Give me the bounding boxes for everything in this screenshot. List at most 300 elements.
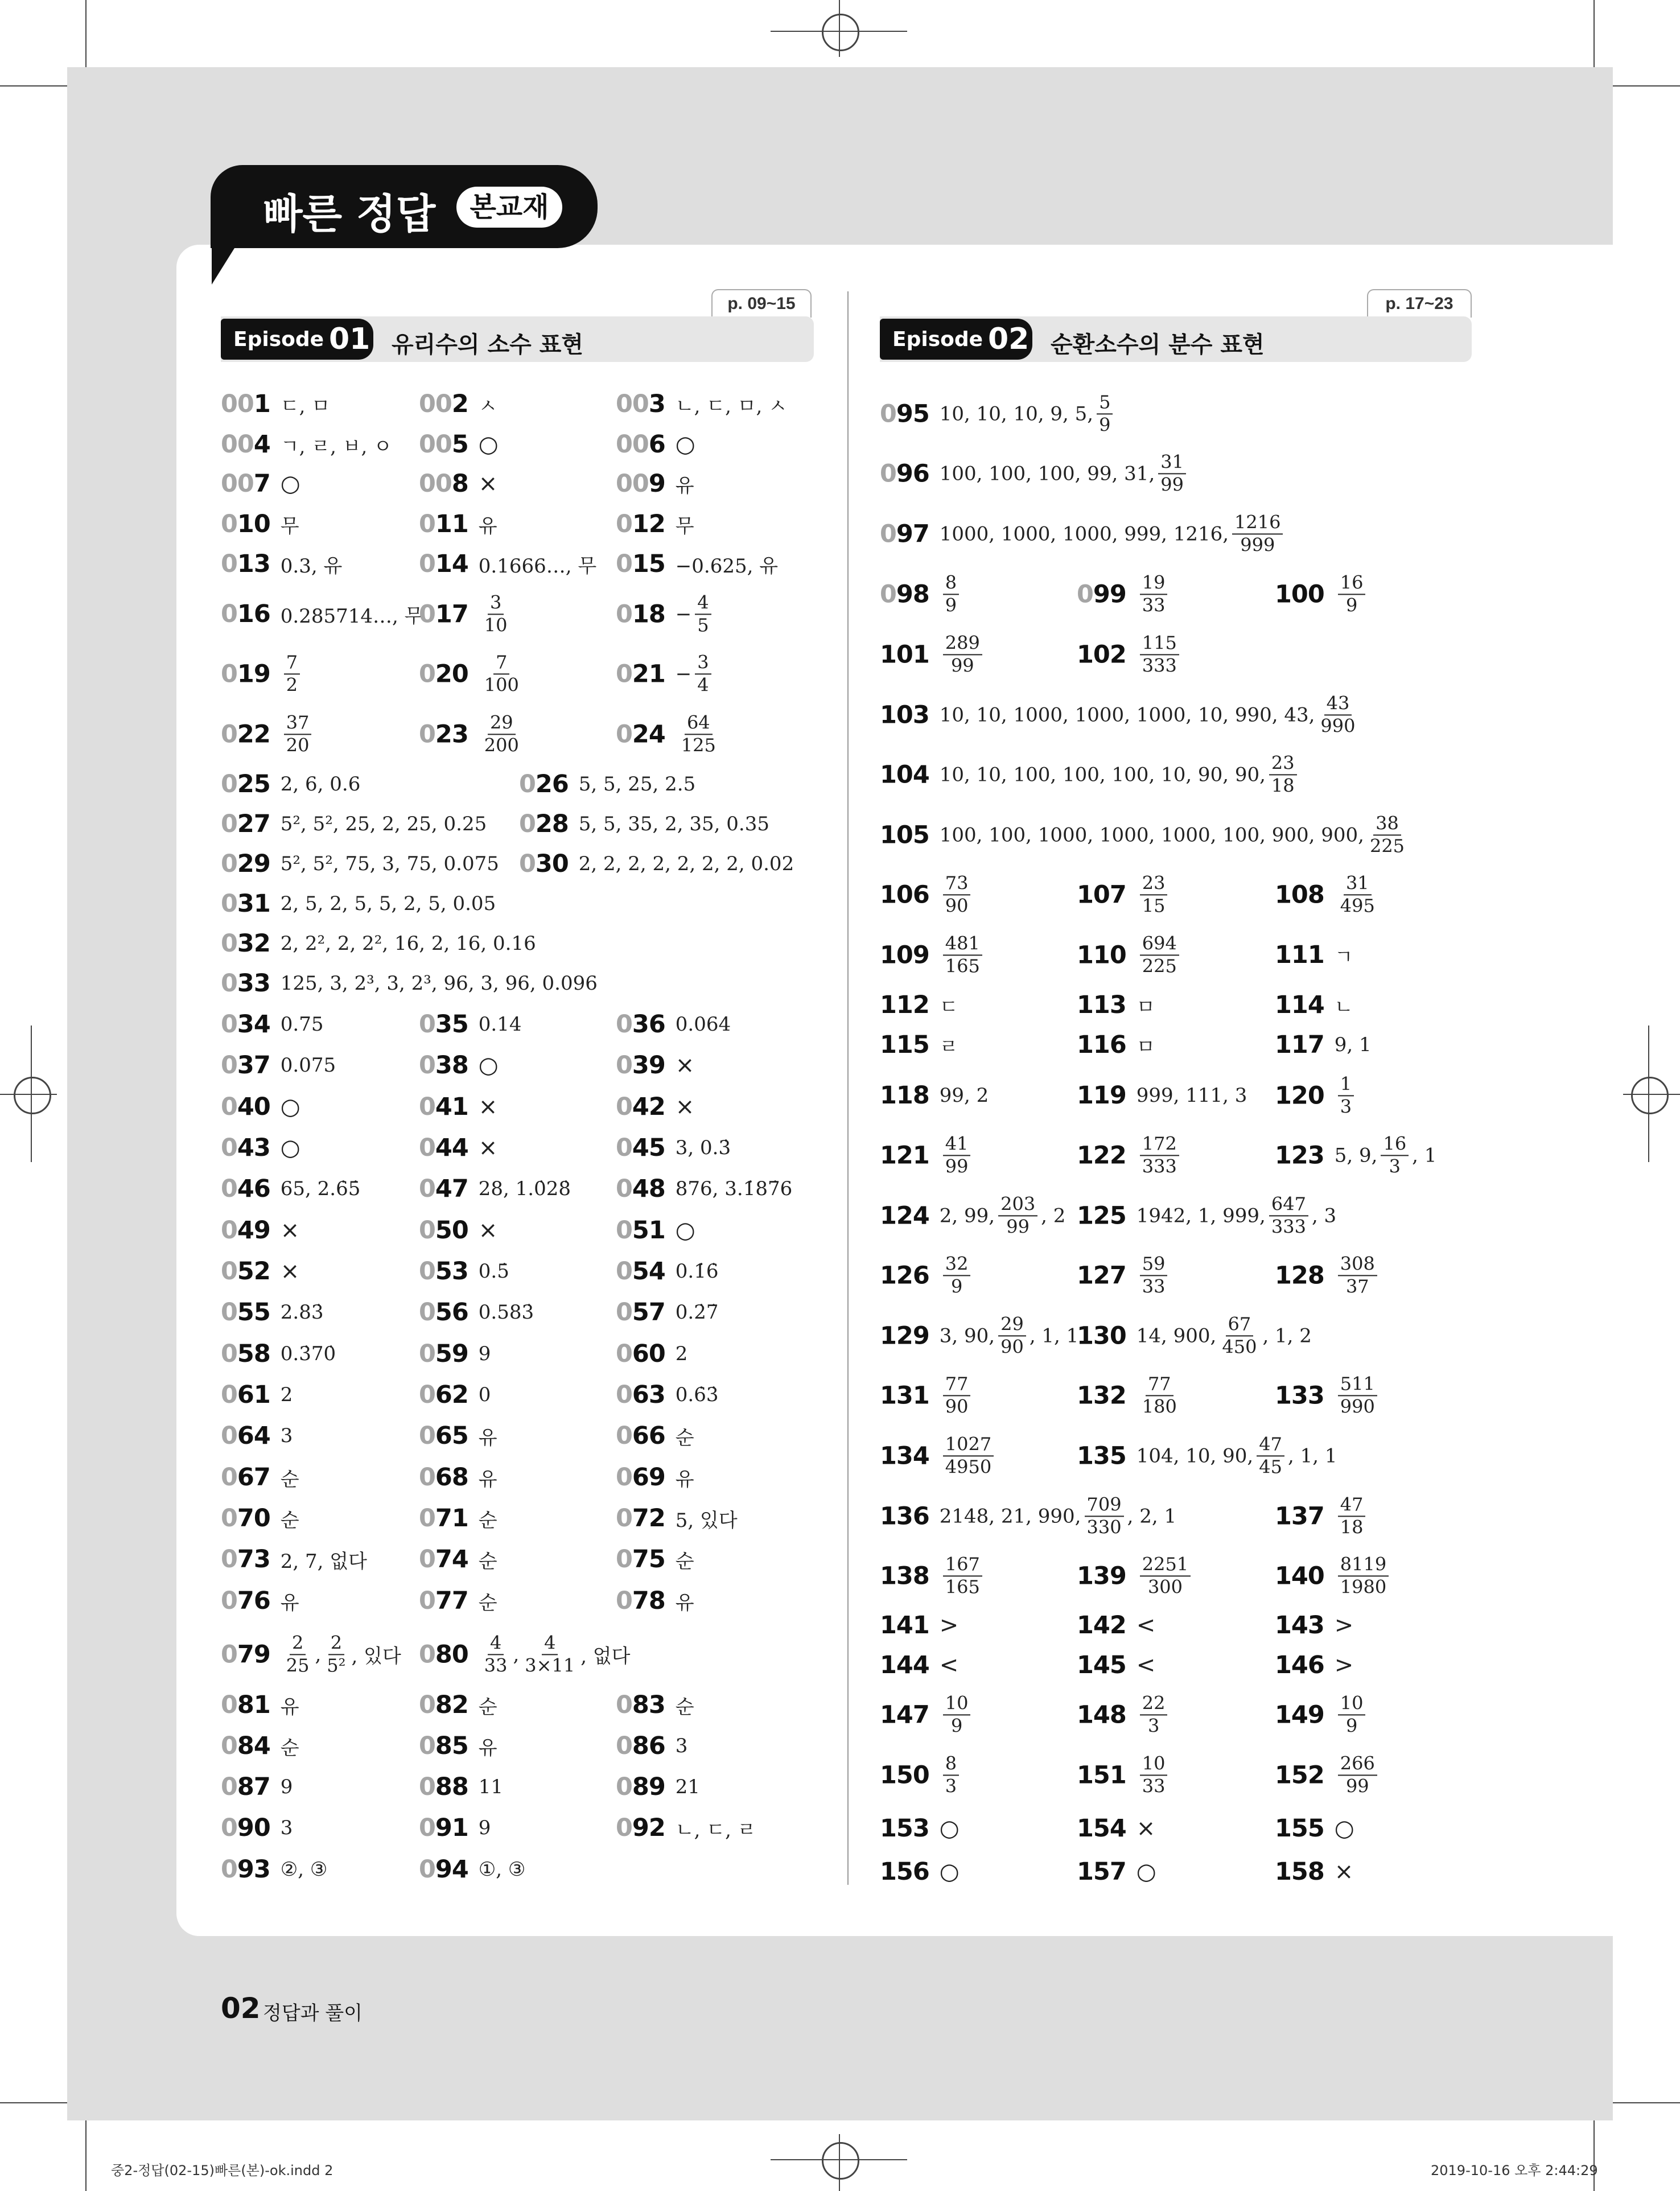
answer-number: 130 bbox=[1077, 1321, 1126, 1350]
answer-value: 순 bbox=[675, 1426, 694, 1449]
answer-number: 076 bbox=[221, 1587, 270, 1615]
fraction: $\frac{4}{5}$ bbox=[695, 593, 711, 635]
answer-value: ○ bbox=[1334, 1815, 1354, 1842]
answer-number: 126 bbox=[880, 1261, 929, 1290]
answer-number: 090 bbox=[221, 1814, 270, 1842]
answer-item bbox=[1077, 1754, 1171, 1795]
answer-value: × bbox=[478, 1094, 498, 1120]
answer-value: ㅁ bbox=[1136, 995, 1155, 1019]
answer-number: 003 bbox=[616, 390, 665, 418]
episode-badge bbox=[880, 319, 1032, 360]
title-badge: 본교재 bbox=[456, 187, 562, 228]
answer-item bbox=[419, 390, 497, 418]
answer-value: 1942, 1, 999, $\frac{647}{333}$ , 3 bbox=[1136, 1193, 1337, 1237]
answer-value: 21 bbox=[675, 1776, 701, 1798]
answer-value: 5², 5², 75, 3, 75, 0.075 bbox=[280, 852, 499, 875]
answer-item bbox=[419, 653, 525, 694]
answer-item bbox=[1275, 874, 1381, 915]
answer-item bbox=[880, 1495, 1176, 1537]
fraction: $\frac{29}{90}$ bbox=[998, 1315, 1026, 1356]
answer-value: 0.5̇ bbox=[478, 1260, 509, 1283]
fraction: $\frac{2}{25}$ bbox=[286, 1632, 310, 1676]
answer-value: ○ bbox=[478, 431, 499, 458]
answer-item bbox=[616, 1814, 756, 1842]
answer-number: 077 bbox=[419, 1587, 468, 1615]
answer-value: 유 bbox=[478, 1736, 497, 1760]
episode-number: 01 bbox=[329, 322, 370, 356]
episode-number: 02 bbox=[988, 322, 1030, 356]
answer-number: 002 bbox=[419, 390, 468, 418]
answer-item bbox=[880, 934, 986, 975]
answer-item bbox=[221, 1587, 299, 1615]
answer-number: 016 bbox=[221, 600, 270, 628]
answer-number: 117 bbox=[1275, 1031, 1324, 1059]
answer-number: 109 bbox=[880, 941, 929, 969]
fraction: $\frac{47}{18}$ bbox=[1338, 1495, 1366, 1537]
answer-item bbox=[419, 1093, 497, 1121]
answer-number: 043 bbox=[221, 1134, 270, 1162]
answer-number: 087 bbox=[221, 1773, 270, 1801]
answer-number: 083 bbox=[616, 1691, 665, 1719]
crop-mark bbox=[1593, 2120, 1595, 2191]
answer-item bbox=[419, 1691, 497, 1719]
answer-item bbox=[419, 470, 497, 498]
answer-item bbox=[1077, 1651, 1155, 1679]
answer-value: 유 bbox=[478, 1426, 497, 1449]
answer-value bbox=[281, 713, 315, 755]
footer-page-number: 02 bbox=[221, 1992, 261, 2025]
title-tab-tail bbox=[212, 239, 240, 285]
answer-number: 014 bbox=[419, 550, 468, 578]
episode-02-header bbox=[880, 316, 1472, 362]
answer-number: 075 bbox=[616, 1545, 665, 1574]
answer-item bbox=[419, 1504, 497, 1533]
fraction: $\frac{16}{3}$ bbox=[1381, 1134, 1409, 1176]
answer-value: $\frac{4}{33}$ , $\frac{4}{3\times 11}$ , 없다 bbox=[479, 1633, 631, 1675]
page-reference-episode-02: p. 17~23 bbox=[1367, 289, 1472, 318]
answer-item bbox=[419, 593, 513, 635]
answer-item bbox=[1077, 1814, 1155, 1843]
answer-item bbox=[221, 1463, 299, 1492]
answer-number: 133 bbox=[1275, 1381, 1324, 1410]
answer-item bbox=[1275, 1611, 1353, 1640]
fraction: $\frac{22}{3}$ bbox=[1140, 1694, 1168, 1735]
answer-item bbox=[221, 1855, 327, 1884]
answer-item bbox=[221, 1732, 299, 1760]
answer-value: 28, 1.0̇28̇ bbox=[478, 1177, 571, 1200]
answer-number: 067 bbox=[221, 1463, 270, 1492]
answer-value: 0.3̇70̇ bbox=[280, 1342, 336, 1365]
fraction: $\frac{41}{99}$ bbox=[943, 1134, 971, 1176]
answer-number: 114 bbox=[1275, 991, 1324, 1019]
answer-item bbox=[419, 550, 596, 578]
fraction: $\frac{5}{9}$ bbox=[1097, 393, 1113, 434]
answer-value: 5², 5², 25, 2, 25, 0.25 bbox=[280, 813, 487, 835]
answer-number: 048 bbox=[616, 1175, 665, 1203]
answer-number: 140 bbox=[1275, 1562, 1324, 1590]
answer-number: 032 bbox=[221, 929, 270, 958]
answer-number: 081 bbox=[221, 1691, 270, 1719]
answer-item bbox=[419, 1773, 503, 1801]
answer-value: 3, 0.3̇ bbox=[675, 1136, 731, 1159]
fraction: $\frac{7}{2}$ bbox=[284, 653, 300, 694]
answer-item bbox=[880, 1814, 960, 1843]
answer-number: 042 bbox=[616, 1093, 665, 1121]
answer-value bbox=[1137, 1694, 1171, 1735]
answer-item bbox=[1275, 1031, 1372, 1059]
answer-number: 051 bbox=[616, 1216, 665, 1245]
episode-label: Episode bbox=[233, 328, 324, 351]
answer-number: 092 bbox=[616, 1814, 665, 1842]
answer-value: 10, 10, 10, 9, 5, $\frac{5}{9}$ bbox=[940, 393, 1117, 434]
answer-number: 071 bbox=[419, 1504, 468, 1533]
crop-mark bbox=[0, 85, 67, 87]
answer-value: 14, 900, $\frac{67}{450}$ , 1, 2 bbox=[1136, 1313, 1312, 1357]
answer-number: 019 bbox=[221, 660, 270, 688]
answer-value: 100, 100, 1000, 1000, 1000, 100, 900, 900, $\frac{38}{225}$ bbox=[940, 814, 1410, 855]
answer-number: 057 bbox=[616, 1298, 665, 1327]
answer-value: 1000, 1000, 1000, 999, 1216, $\frac{1216}{999}$ bbox=[940, 513, 1287, 554]
answer-number: 064 bbox=[221, 1422, 270, 1450]
answer-item bbox=[1077, 874, 1171, 915]
answer-number: 112 bbox=[880, 991, 929, 1019]
answer-item bbox=[221, 653, 303, 694]
print-slug-timestamp: 2019-10-16 오후 2:44:29 bbox=[1431, 2163, 1598, 2178]
answer-item bbox=[221, 929, 536, 958]
answer-value bbox=[1335, 1074, 1357, 1116]
answer-value: × bbox=[675, 1052, 695, 1078]
answer-value: 유 bbox=[675, 1591, 694, 1615]
answer-number: 004 bbox=[221, 430, 270, 459]
answer-item bbox=[880, 1195, 1065, 1236]
answer-number: 100 bbox=[1275, 580, 1324, 608]
answer-value: 3 bbox=[280, 1424, 293, 1447]
answer-value: − $\frac{4}{5}$ bbox=[676, 593, 715, 635]
answer-number: 006 bbox=[616, 430, 665, 459]
answer-value: < bbox=[1136, 1612, 1156, 1638]
answer-number: 011 bbox=[419, 510, 468, 538]
answer-number: 094 bbox=[419, 1855, 468, 1884]
answer-item bbox=[616, 1051, 694, 1080]
answer-value: 3 bbox=[280, 1817, 293, 1839]
answer-item bbox=[1275, 991, 1353, 1019]
answer-number: 035 bbox=[419, 1010, 468, 1039]
answer-number: 023 bbox=[419, 720, 468, 748]
answer-item bbox=[419, 1855, 525, 1884]
answer-item bbox=[616, 1504, 738, 1533]
answer-number: 156 bbox=[880, 1858, 929, 1886]
answer-value: 순 bbox=[478, 1550, 497, 1573]
answer-number: 132 bbox=[1077, 1381, 1126, 1410]
answer-value bbox=[940, 1555, 986, 1596]
answer-item bbox=[419, 1814, 491, 1842]
answer-number: 153 bbox=[880, 1814, 929, 1843]
answer-item bbox=[616, 1587, 694, 1615]
answer-item bbox=[1077, 934, 1183, 975]
answer-number: 061 bbox=[221, 1381, 270, 1409]
answer-value: − $\frac{3}{4}$ bbox=[676, 653, 715, 694]
episode-badge bbox=[221, 319, 373, 360]
answer-number: 063 bbox=[616, 1381, 665, 1409]
answer-item bbox=[221, 1381, 293, 1409]
answer-item bbox=[616, 1010, 731, 1039]
answer-number: 086 bbox=[616, 1732, 665, 1760]
answer-item bbox=[221, 1175, 360, 1203]
answer-value: ㄴ, ㄷ, ㅁ, ㅅ bbox=[675, 394, 787, 418]
fraction: $\frac{4}{3\times 11}$ bbox=[525, 1632, 575, 1676]
answer-number: 142 bbox=[1077, 1611, 1126, 1640]
answer-item bbox=[221, 430, 392, 459]
answer-number: 103 bbox=[880, 701, 929, 729]
answer-item bbox=[880, 874, 974, 915]
answer-number: 104 bbox=[880, 760, 929, 789]
answer-item bbox=[1077, 1254, 1171, 1296]
answer-value bbox=[1335, 1495, 1369, 1537]
answer-number: 033 bbox=[221, 969, 270, 998]
answer-number: 073 bbox=[221, 1545, 270, 1574]
answer-item bbox=[221, 1093, 300, 1121]
answer-item bbox=[616, 1691, 694, 1719]
answer-item bbox=[221, 1051, 336, 1080]
fraction: $\frac{19}{33}$ bbox=[1140, 573, 1168, 615]
answer-item bbox=[221, 850, 499, 878]
answer-value: 100, 100, 100, 99, 31, $\frac{31}{99}$ bbox=[940, 452, 1189, 494]
answer-number: 108 bbox=[1275, 880, 1324, 909]
answer-value: 순 bbox=[280, 1736, 299, 1760]
answer-value: 0.583̇ bbox=[478, 1301, 534, 1324]
answer-item bbox=[221, 1633, 401, 1675]
answer-value bbox=[1335, 1555, 1392, 1596]
answer-number: 120 bbox=[1275, 1081, 1324, 1110]
fraction: $\frac{694}{225}$ bbox=[1140, 934, 1179, 975]
answer-number: 060 bbox=[616, 1340, 665, 1368]
answer-number: 030 bbox=[519, 850, 569, 878]
fraction: $\frac{266}{99}$ bbox=[1338, 1754, 1377, 1795]
answer-value bbox=[1137, 1754, 1171, 1795]
answer-item bbox=[221, 550, 342, 578]
fraction: $\frac{38}{225}$ bbox=[1369, 812, 1405, 856]
answer-number: 131 bbox=[880, 1381, 929, 1410]
answer-item bbox=[1077, 1031, 1155, 1059]
answer-value: 11 bbox=[478, 1776, 504, 1798]
answer-item bbox=[419, 1422, 497, 1450]
registration-mark-circle bbox=[1631, 1077, 1669, 1114]
fraction: $\frac{8}{9}$ bbox=[943, 573, 959, 615]
episode-title: 유리수의 소수 표현 bbox=[392, 332, 583, 358]
answer-value bbox=[479, 713, 525, 755]
fraction: $\frac{59}{33}$ bbox=[1140, 1254, 1168, 1296]
answer-item bbox=[880, 1435, 997, 1476]
answer-item bbox=[1275, 1074, 1357, 1116]
answer-number: 093 bbox=[221, 1855, 270, 1884]
answer-number: 036 bbox=[616, 1010, 665, 1039]
fraction: $\frac{647}{333}$ bbox=[1269, 1195, 1308, 1236]
page-reference-episode-01: p. 09~15 bbox=[711, 289, 812, 318]
answer-value: 2, 7, 없다 bbox=[280, 1550, 367, 1573]
answer-number: 102 bbox=[1077, 640, 1126, 669]
answer-item bbox=[221, 1773, 293, 1801]
answer-value: > bbox=[1334, 1652, 1354, 1678]
answer-item bbox=[616, 1175, 792, 1203]
fraction: $\frac{23}{15}$ bbox=[1140, 874, 1168, 915]
answer-item bbox=[519, 810, 769, 838]
answer-item bbox=[419, 1010, 521, 1039]
answer-item bbox=[616, 510, 694, 538]
answer-number: 138 bbox=[880, 1562, 929, 1590]
answer-value: 104, 10, 90, $\frac{47}{45}$ , 1, 1 bbox=[1136, 1433, 1337, 1477]
answer-item bbox=[880, 1315, 1078, 1356]
answer-number: 085 bbox=[419, 1732, 468, 1760]
answer-value: ㄷ bbox=[939, 995, 958, 1019]
answer-number: 143 bbox=[1275, 1611, 1324, 1640]
answer-value: 999, 111, 3 bbox=[1136, 1084, 1247, 1107]
fraction: $\frac{47}{45}$ bbox=[1257, 1435, 1284, 1476]
fraction: $\frac{289}{99}$ bbox=[943, 633, 982, 675]
answer-number: 074 bbox=[419, 1545, 468, 1574]
answer-item bbox=[221, 1257, 299, 1286]
answer-item bbox=[1077, 1134, 1183, 1176]
fraction: $\frac{77}{90}$ bbox=[943, 1374, 971, 1416]
answer-number: 136 bbox=[880, 1502, 929, 1530]
answer-number: 020 bbox=[419, 660, 468, 688]
fraction: $\frac{10}{9}$ bbox=[943, 1694, 971, 1735]
answer-value: ②, ③ bbox=[280, 1858, 328, 1881]
fraction: $\frac{709}{330}$ bbox=[1085, 1495, 1124, 1537]
answer-item bbox=[616, 1257, 718, 1286]
answer-value bbox=[940, 1134, 974, 1176]
answer-number: 029 bbox=[221, 850, 270, 878]
answer-item bbox=[616, 470, 694, 498]
answer-item bbox=[1077, 1694, 1171, 1735]
fraction: $\frac{511}{990}$ bbox=[1338, 1374, 1377, 1416]
answer-value bbox=[1335, 1754, 1381, 1795]
answer-value: < bbox=[939, 1652, 959, 1678]
answer-value: 65, 2.6̇5̇ bbox=[280, 1177, 361, 1200]
answer-value: 순 bbox=[478, 1591, 497, 1615]
answer-number: 045 bbox=[616, 1134, 665, 1162]
fraction: $\frac{3}{4}$ bbox=[695, 653, 711, 694]
answer-value: × bbox=[478, 1135, 498, 1161]
answer-number: 056 bbox=[419, 1298, 468, 1327]
answer-item bbox=[221, 390, 330, 418]
answer-item bbox=[880, 1081, 989, 1110]
answer-value: ㄱ bbox=[1334, 945, 1353, 969]
fraction: $\frac{31}{99}$ bbox=[1158, 452, 1186, 494]
answer-item bbox=[1275, 1754, 1381, 1795]
answer-value bbox=[1335, 874, 1381, 915]
answer-item bbox=[519, 850, 794, 878]
answer-item bbox=[616, 1545, 694, 1574]
answer-number: 105 bbox=[880, 821, 929, 849]
answer-value bbox=[940, 633, 986, 675]
answer-value: 0.3, 유 bbox=[280, 554, 343, 578]
answer-value: 9 bbox=[478, 1342, 491, 1365]
answer-number: 007 bbox=[221, 470, 270, 498]
answer-value bbox=[1335, 573, 1369, 615]
answer-item bbox=[1275, 1495, 1369, 1537]
answer-value bbox=[940, 1374, 974, 1416]
answer-item bbox=[221, 1298, 323, 1327]
answer-item bbox=[880, 991, 958, 1019]
answer-number: 111 bbox=[1275, 941, 1324, 969]
answer-value: 2.83̇ bbox=[280, 1301, 324, 1324]
answer-value: < bbox=[1136, 1652, 1156, 1678]
answer-number: 151 bbox=[1077, 1761, 1126, 1789]
answer-number: 021 bbox=[616, 660, 665, 688]
answer-value: $\frac{2}{25}$ , $\frac{2}{\text{5²}}$ , 있다 bbox=[281, 1633, 401, 1675]
answer-number: 149 bbox=[1275, 1700, 1324, 1729]
answer-number: 158 bbox=[1275, 1858, 1324, 1886]
answer-item bbox=[880, 452, 1189, 494]
answer-item bbox=[221, 1134, 300, 1162]
answer-number: 026 bbox=[519, 770, 569, 798]
answer-number: 068 bbox=[419, 1463, 468, 1492]
answer-item bbox=[1077, 1435, 1337, 1476]
footer-label: 정답과 풀이 bbox=[263, 2002, 363, 2025]
answer-item bbox=[616, 1134, 731, 1162]
answer-item bbox=[221, 770, 360, 798]
answer-number: 055 bbox=[221, 1298, 270, 1327]
answer-value: 유 bbox=[478, 1468, 497, 1491]
answer-item bbox=[419, 1298, 534, 1327]
answer-value bbox=[1335, 1694, 1369, 1735]
fraction: $\frac{8119}{1980}$ bbox=[1338, 1555, 1389, 1596]
answer-value: ○ bbox=[280, 1135, 300, 1161]
episode-label: Episode bbox=[892, 328, 983, 351]
answer-item bbox=[616, 1732, 687, 1760]
answer-value: 2, 99, $\frac{203}{99}$ , 2 bbox=[939, 1193, 1066, 1237]
answer-number: 147 bbox=[880, 1700, 929, 1729]
answer-item bbox=[419, 1587, 497, 1615]
answer-item bbox=[880, 1651, 958, 1679]
crop-mark bbox=[85, 0, 87, 67]
answer-value bbox=[940, 874, 974, 915]
answer-number: 145 bbox=[1077, 1651, 1126, 1679]
answer-item bbox=[419, 510, 497, 538]
answer-item bbox=[616, 390, 787, 418]
answer-item bbox=[1275, 1814, 1354, 1843]
answer-item bbox=[1275, 1651, 1353, 1679]
answer-number: 038 bbox=[419, 1051, 468, 1080]
answer-item bbox=[616, 593, 715, 635]
answer-item bbox=[1077, 633, 1183, 675]
answer-item bbox=[221, 969, 598, 998]
answer-value: 2148, 21, 990, $\frac{709}{330}$ , 2, 1 bbox=[939, 1493, 1177, 1538]
answer-item bbox=[616, 1422, 694, 1450]
answer-item bbox=[880, 753, 1300, 795]
answer-item bbox=[880, 633, 986, 675]
answer-value: 2, 5, 2, 5, 5, 2, 5, 0.05 bbox=[280, 892, 496, 915]
answer-number: 139 bbox=[1077, 1562, 1126, 1590]
answer-number: 017 bbox=[419, 600, 468, 628]
answer-number: 078 bbox=[616, 1587, 665, 1615]
answer-value: ○ bbox=[478, 1052, 499, 1078]
fraction: $\frac{77}{180}$ bbox=[1142, 1373, 1177, 1417]
answer-item bbox=[880, 1555, 986, 1596]
answer-number: 123 bbox=[1275, 1141, 1324, 1169]
answer-value: ○ bbox=[675, 431, 695, 458]
answer-value: ㄷ, ㅁ bbox=[280, 394, 331, 418]
answer-value: × bbox=[478, 1217, 498, 1243]
answer-number: 052 bbox=[221, 1257, 270, 1286]
answer-value: ㄹ bbox=[939, 1035, 958, 1059]
answer-value: 유 bbox=[280, 1591, 299, 1615]
answer-item bbox=[616, 1381, 718, 1409]
crop-mark bbox=[1613, 2102, 1680, 2103]
answer-number: 070 bbox=[221, 1504, 270, 1533]
answer-number: 116 bbox=[1077, 1031, 1126, 1059]
answer-item bbox=[221, 470, 300, 498]
